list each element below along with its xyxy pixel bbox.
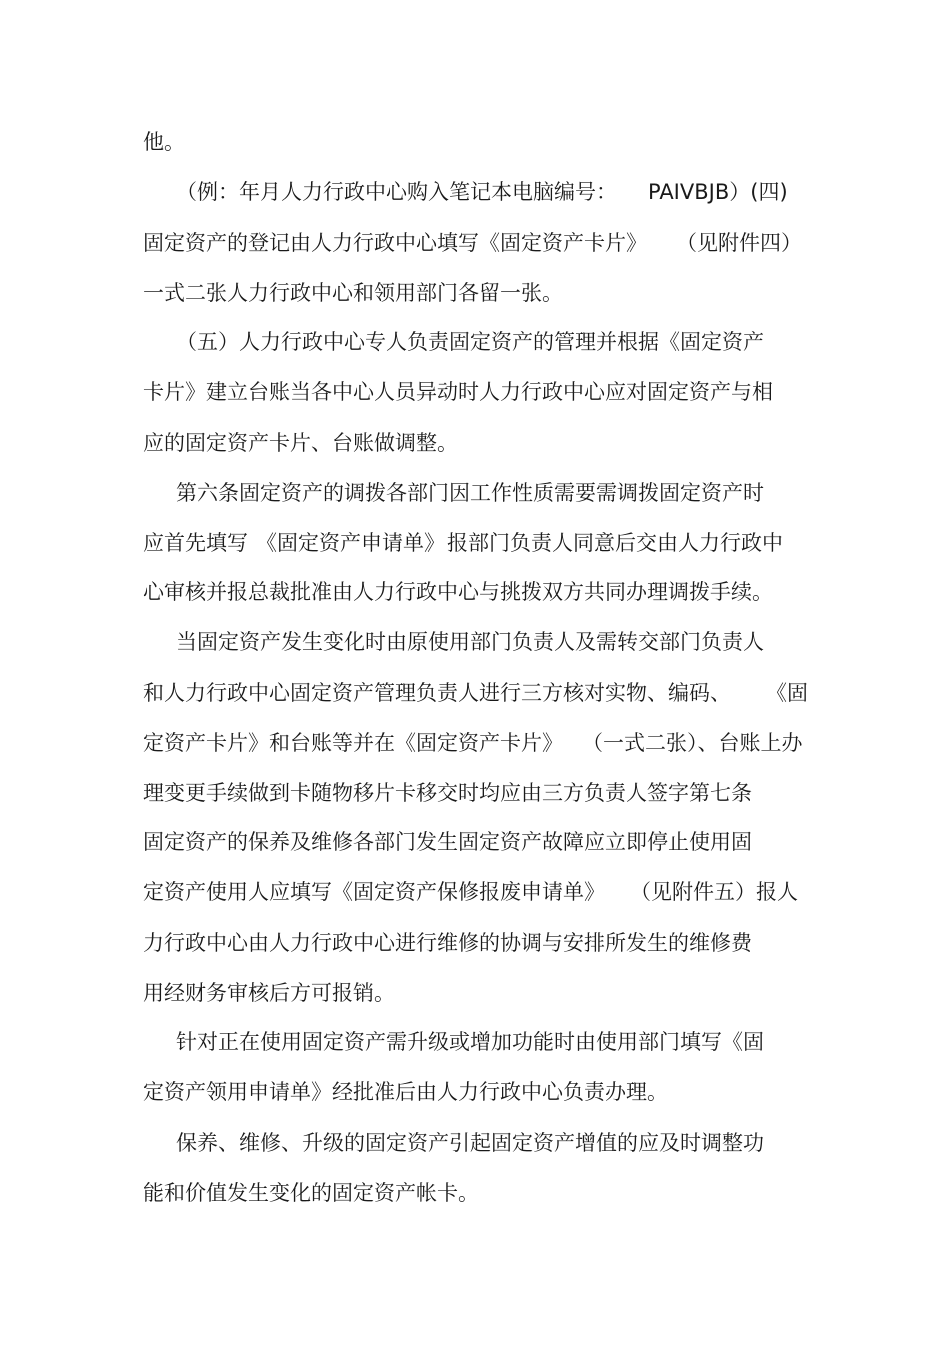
- text-segment: 《固定资产申请单》: [256, 531, 445, 555]
- text-line: [0, 575, 950, 609]
- text-segment: 卡片》建立台账当各中心人员异动时人力行政中心应对固定资产与相: [143, 380, 773, 404]
- text-line: [0, 476, 950, 510]
- text-line: [0, 226, 950, 260]
- text-segment: 理变更手续做到卡随物移片卡移交时均应由三方负责人签字第七条: [143, 781, 752, 805]
- text-segment: 用经财务审核后方可报销。: [143, 981, 395, 1005]
- text-segment: 定资产卡片》和台账等并在《固定资产卡片》: [143, 731, 563, 755]
- text-line: [0, 276, 950, 310]
- text-segment: PAIVBJB）(四): [648, 180, 788, 204]
- text-segment: （例：年月人力行政中心购入笔记本电脑编号：: [176, 180, 617, 204]
- text-segment: （一式二张）、台账上办: [582, 731, 803, 755]
- text-line: [0, 676, 950, 710]
- text-segment: （见附件四）: [676, 231, 802, 255]
- text-line: [0, 325, 950, 359]
- text-line: [0, 1126, 950, 1160]
- text-line: [0, 726, 950, 760]
- text-segment: 一式二张人力行政中心和领用部门各留一张。: [143, 281, 563, 305]
- text-line: [0, 825, 950, 859]
- text-segment: 报部门负责人同意后交由人力行政中: [447, 531, 783, 555]
- text-segment: 能和价值发生变化的固定资产帐卡。: [143, 1181, 479, 1205]
- text-segment: 定资产使用人应填写《固定资产保修报废申请单》: [143, 880, 605, 904]
- text-segment: 定资产领用申请单》经批准后由人力行政中心负责办理。: [143, 1080, 668, 1104]
- text-line: [0, 526, 950, 560]
- text-segment: 力行政中心由人力行政中心进行维修的协调与安排所发生的维修费: [143, 931, 752, 955]
- text-segment: （见附件五）报人: [630, 880, 798, 904]
- text-segment: 第六条固定资产的调拨各部门因工作性质需要需调拨固定资产时: [176, 481, 764, 505]
- text-segment: 应的固定资产卡片、台账做调整。: [143, 431, 458, 455]
- text-line: [0, 125, 950, 159]
- text-segment: 应首先填写: [143, 531, 248, 555]
- text-line: [0, 976, 950, 1010]
- text-segment: 当固定资产发生变化时由原使用部门负责人及需转交部门负责人: [176, 630, 764, 654]
- text-line: [0, 625, 950, 659]
- text-segment: 固定资产的保养及维修各部门发生固定资产故障应立即停止使用固: [143, 830, 752, 854]
- text-segment: 保养、维修、升级的固定资产引起固定资产增值的应及时调整功: [176, 1131, 764, 1155]
- text-segment: 固定资产的登记由人力行政中心填写《固定资产卡片》: [143, 231, 647, 255]
- text-segment: （五）人力行政中心专人负责固定资产的管理并根据《固定资产: [176, 330, 764, 354]
- text-segment: 他。: [143, 130, 185, 154]
- text-line: [0, 776, 950, 810]
- text-segment: 《固: [766, 681, 808, 705]
- text-line: [0, 426, 950, 460]
- text-segment: 心审核并报总裁批准由人力行政中心与挑拨双方共同办理调拨手续。: [143, 580, 773, 604]
- text-line: [0, 375, 950, 409]
- text-line: [0, 1176, 950, 1210]
- text-line: [0, 1075, 950, 1109]
- text-line: [0, 926, 950, 960]
- text-segment: 针对正在使用固定资产需升级或增加功能时由使用部门填写《固: [176, 1030, 764, 1054]
- text-line: [0, 875, 950, 909]
- text-line: [0, 175, 950, 209]
- text-segment: 和人力行政中心固定资产管理负责人进行三方核对实物、编码、: [143, 681, 731, 705]
- text-line: [0, 1025, 950, 1059]
